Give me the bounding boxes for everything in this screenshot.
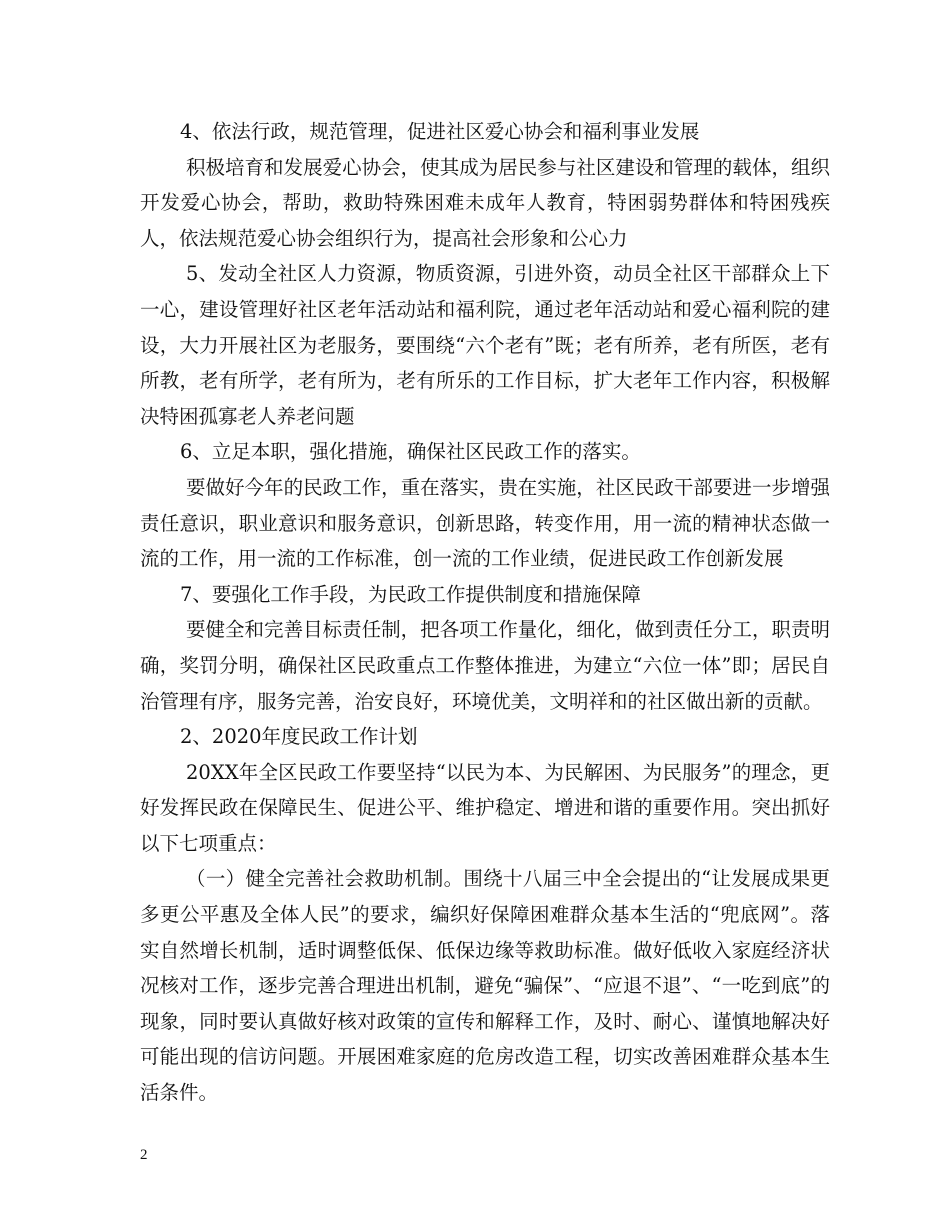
section-heading-2020-plan: 2、2020年度民政工作计划 [180, 725, 418, 749]
paragraph-plan-intro: 20XX年全区民政工作要坚持“以民为本、为民解困、为民服务”的理念，更好发挥民政在保障民生、促进公平、维护稳定、增进和谐的重要作用。突出抓好以下七项重点： [140, 760, 830, 855]
paragraph-social-assistance: （一）健全完善社会救助机制。围绕十八届三中全会提出的“让发展成果更多更公平惠及全体人民”的要求，编织好保障困难群众基本生活的“兜底网”。落实自然增长机制，适时调整低保、低保边缘等救助标准。做好低收入家庭经济状况核对工作，逐步完善合理进出机制，避免“骗保”、“应退不退”、“一吃到底”的现象，同时要认真做好核对政策的宣传和解释工作，及时、耐心、谨慎地解决好可能出现的信访问题。开展困难家庭的危房改造工程，切实改善困难群众基本生活条件。 [140, 867, 830, 1105]
section-heading-4: 4、依法行政，规范管理，促进社区爱心协会和福利事业发展 [180, 120, 700, 143]
paragraph-item-5: 5、发动全社区人力资源，物质资源，引进外资，动员全社区干部群众上下一心，建设管理好社区老年活动站和福利院，通过老年活动站和爱心福利院的建设，大力开展社区为老服务，要围绕“六个老有”既；老有所养，老有所医，老有所教，老有所学，老有所为，老有所乐的工作目标，扩大老年工作内容，积极解决特困孤寡老人养老问题 [140, 262, 830, 428]
paragraph-responsibility: 要健全和完善目标责任制，把各项工作量化，细化，做到责任分工，职责明确，奖罚分明，确保社区民政重点工作整体推进，为建立“六位一体”即；居民自治管理有序，服务完善，治安良好，环境优美，文明祥和的社区做出新的贡献。 [140, 618, 830, 713]
page-number: 2 [140, 1147, 148, 1163]
paragraph-civil-affairs: 要做好今年的民政工作，重在落实，贵在实施，社区民政干部要进一步增强责任意识，职业意识和服务意识，创新思路，转变作用，用一流的精神状态做一流的工作，用一流的工作标准，创一流的工作业绩，促进民政工作创新发展 [140, 475, 830, 571]
section-heading-6: 6、立足本职，强化措施，确保社区民政工作的落实。 [180, 440, 641, 464]
paragraph-love-association: 积极培育和发展爱心协会，使其成为居民参与社区建设和管理的载体，组织开发爱心协会，帮助，救助特殊困难未成年人教育，特困弱势群体和特困残疾人，依法规范爱心协会组织行为，提高社会形象和公心力 [140, 155, 830, 250]
document-body [140, 114, 830, 1111]
section-heading-7: 7、要强化工作手段，为民政工作提供制度和措施保障 [180, 582, 641, 606]
